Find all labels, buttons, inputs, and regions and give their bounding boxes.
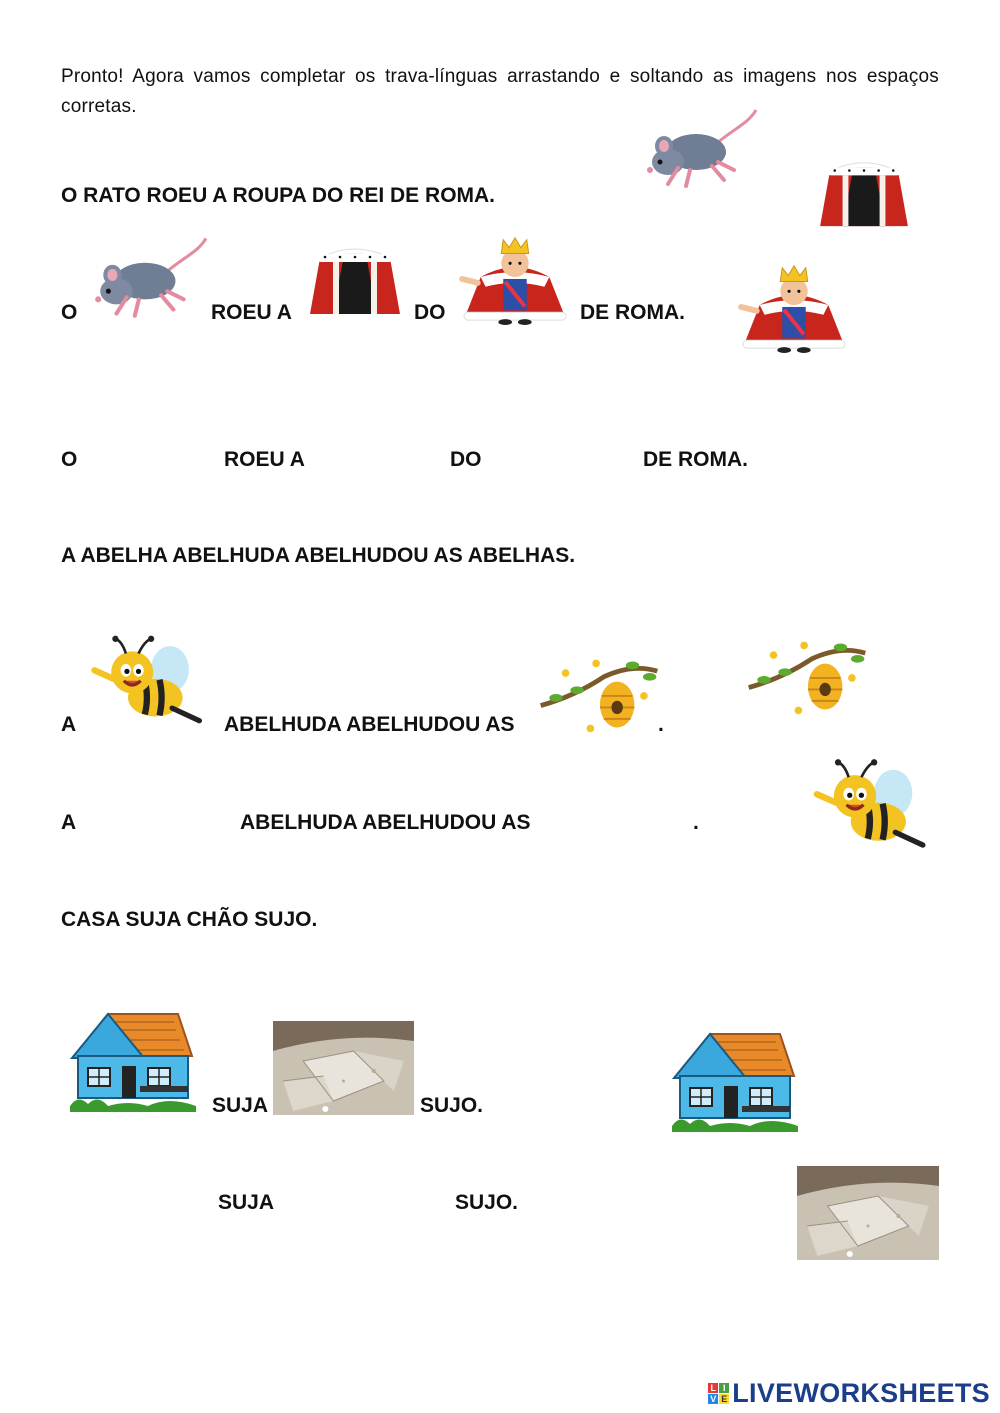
drop-zone-house[interactable] — [62, 1160, 210, 1240]
liveworksheets-logo — [708, 1378, 990, 1408]
exercise-word: DE ROMA. — [643, 448, 748, 471]
exercise-word: ABELHUDA ABELHUDOU AS — [240, 811, 531, 834]
example-word: ROEU A — [211, 301, 292, 324]
draggable-beehive-icon[interactable] — [744, 634, 870, 720]
logo-letter: E — [721, 1393, 728, 1404]
draggable-dirty-floor-icon[interactable] — [797, 1166, 939, 1260]
drop-zone-bee[interactable] — [86, 790, 232, 850]
example-word: DE ROMA. — [580, 301, 685, 324]
tongue-twister-title-casa: CASA SUJA CHÃO SUJO. — [61, 908, 318, 931]
example-word: ABELHUDA ABELHUDOU AS — [224, 713, 515, 736]
house-icon — [62, 1002, 204, 1112]
drop-zone-cloak[interactable] — [318, 428, 442, 488]
logo-mark — [708, 1383, 729, 1404]
draggable-bee-icon[interactable] — [808, 756, 936, 862]
example-word: DO — [414, 301, 446, 324]
exercise-word: . — [693, 811, 699, 834]
dirty-floor-icon — [273, 1021, 414, 1115]
tongue-twister-title-rato: O RATO ROEU A ROUPA DO REI DE ROMA. — [61, 184, 496, 207]
exercise-word: A — [61, 811, 77, 834]
logo-letter: L — [708, 1383, 718, 1393]
example-word: . — [658, 713, 664, 736]
drop-zone-floor[interactable] — [290, 1160, 448, 1240]
example-word: A — [61, 713, 77, 736]
exercise-word: DO — [450, 448, 482, 471]
logo-letter: I — [719, 1383, 729, 1393]
example-word: O — [61, 301, 78, 324]
tongue-twister-title-abelha: A ABELHA ABELHUDA ABELHUDOU AS ABELHAS. — [61, 544, 576, 567]
drop-zone-hive[interactable] — [556, 790, 692, 850]
exercise-word: SUJO. — [455, 1191, 519, 1214]
mouse-icon — [86, 232, 208, 324]
example-word: SUJO. — [420, 1094, 484, 1117]
exercise-word: O — [61, 448, 78, 471]
instructions-text: Pronto! Agora vamos completar os trava-línguas arrastando e soltando as imagens nos espaços corretas. — [61, 66, 939, 117]
draggable-house-icon[interactable] — [664, 1022, 806, 1132]
exercise-word: SUJA — [218, 1191, 275, 1214]
draggable-royal-cloak-icon[interactable] — [814, 152, 914, 230]
draggable-mouse-icon[interactable] — [638, 104, 758, 194]
drop-zone-king[interactable] — [490, 428, 636, 488]
royal-cloak-icon — [305, 238, 405, 318]
example-word: SUJA — [212, 1094, 269, 1117]
bee-icon — [86, 632, 212, 738]
draggable-king-icon[interactable] — [733, 256, 855, 354]
beehive-icon — [536, 652, 662, 738]
king-icon — [454, 228, 576, 326]
drop-zone-mouse[interactable] — [86, 428, 216, 488]
logo-letter: V — [710, 1393, 717, 1404]
logo-text: LIVEWORKSHEETS — [732, 1377, 990, 1408]
exercise-word: ROEU A — [224, 448, 305, 471]
